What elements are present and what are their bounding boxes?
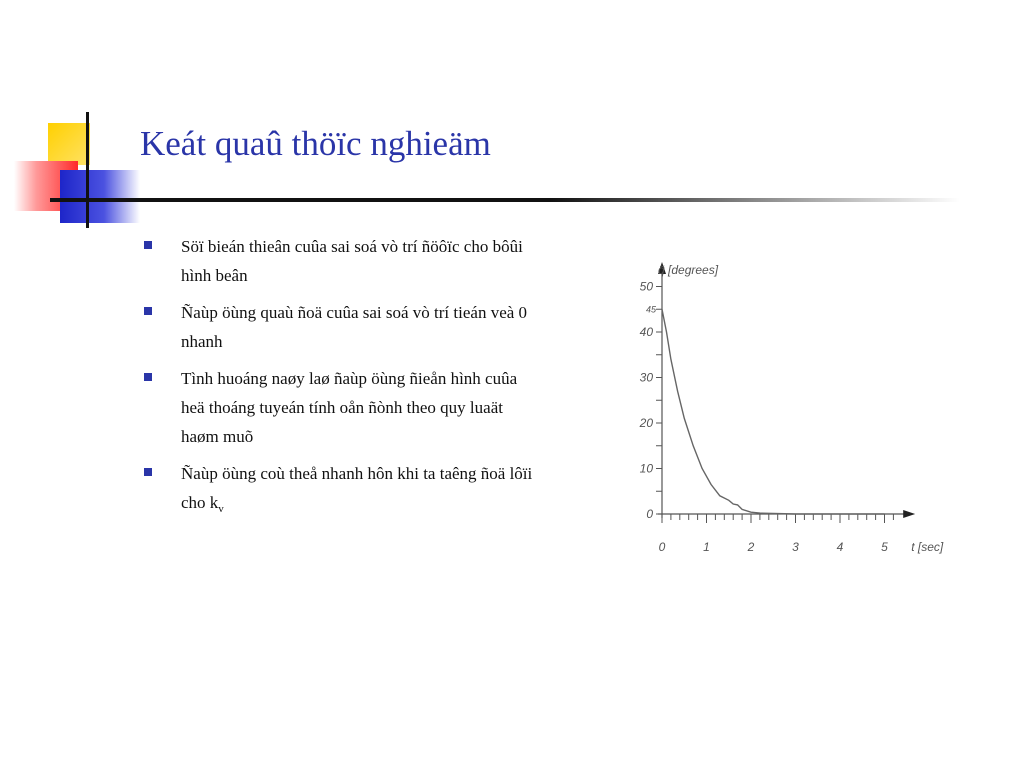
- decor-vertical-line: [86, 112, 89, 228]
- x-tick-label: 0: [658, 540, 666, 554]
- y-tick-label: 40: [639, 325, 653, 339]
- bullet-item: [144, 459, 544, 524]
- square-bullet-icon: [144, 468, 152, 476]
- bullet-item: [144, 298, 544, 356]
- y-tick-label: 30: [639, 370, 653, 385]
- square-bullet-icon: [144, 241, 152, 249]
- annotation-label: 45: [645, 304, 656, 315]
- bullet-text: Söï bieán thieân cuûa sai soá vò trí ñöôïc cho bôûi hình beân: [181, 237, 523, 285]
- decor-yellow-square: [48, 123, 90, 165]
- bullet-item: [144, 364, 544, 451]
- bullet-item: [144, 232, 544, 290]
- square-bullet-icon: [144, 307, 152, 315]
- error-curve-line: [662, 309, 885, 514]
- x-tick-label: 2: [747, 540, 755, 554]
- bullet-subscript: v: [218, 503, 224, 515]
- x-axis-arrow: [903, 510, 915, 518]
- decor-blue-square: [60, 170, 140, 223]
- x-tick-label: 1: [703, 540, 710, 554]
- error-decay-chart: [620, 250, 960, 565]
- x-tick-label: 5: [881, 540, 888, 554]
- square-bullet-icon: [144, 373, 152, 381]
- x-tick-label: 3: [792, 540, 799, 554]
- bullet-list: [144, 232, 544, 532]
- y-tick-label: 0: [646, 507, 653, 521]
- x-tick-label: 4: [836, 540, 844, 554]
- bullet-text: Ñaùp öùng quaù ñoä cuûa sai soá vò trí tieán veà 0 nhanh: [181, 303, 528, 351]
- slide-title: Keát quaû thöïc nghieäm: [140, 124, 491, 163]
- bullet-text: [181, 459, 544, 524]
- y-axis-label: q̃ [degrees]: [658, 263, 719, 277]
- y-tick-label: 50: [639, 279, 653, 294]
- title-underline: [50, 198, 960, 202]
- y-tick-label: 20: [639, 416, 653, 430]
- x-axis-label: t [sec]: [911, 540, 944, 554]
- bullet-text-main: Ñaùp öùng coù theå nhanh hôn khi ta taêng ñoä lôïi cho k: [181, 464, 533, 512]
- y-tick-label: 10: [639, 461, 653, 476]
- bullet-text: Tình huoáng naøy laø ñaùp öùng ñieån hình cuûa heä thoáng tuyeán tính oån ñònh theo quy luaät haøm muõ: [181, 369, 518, 446]
